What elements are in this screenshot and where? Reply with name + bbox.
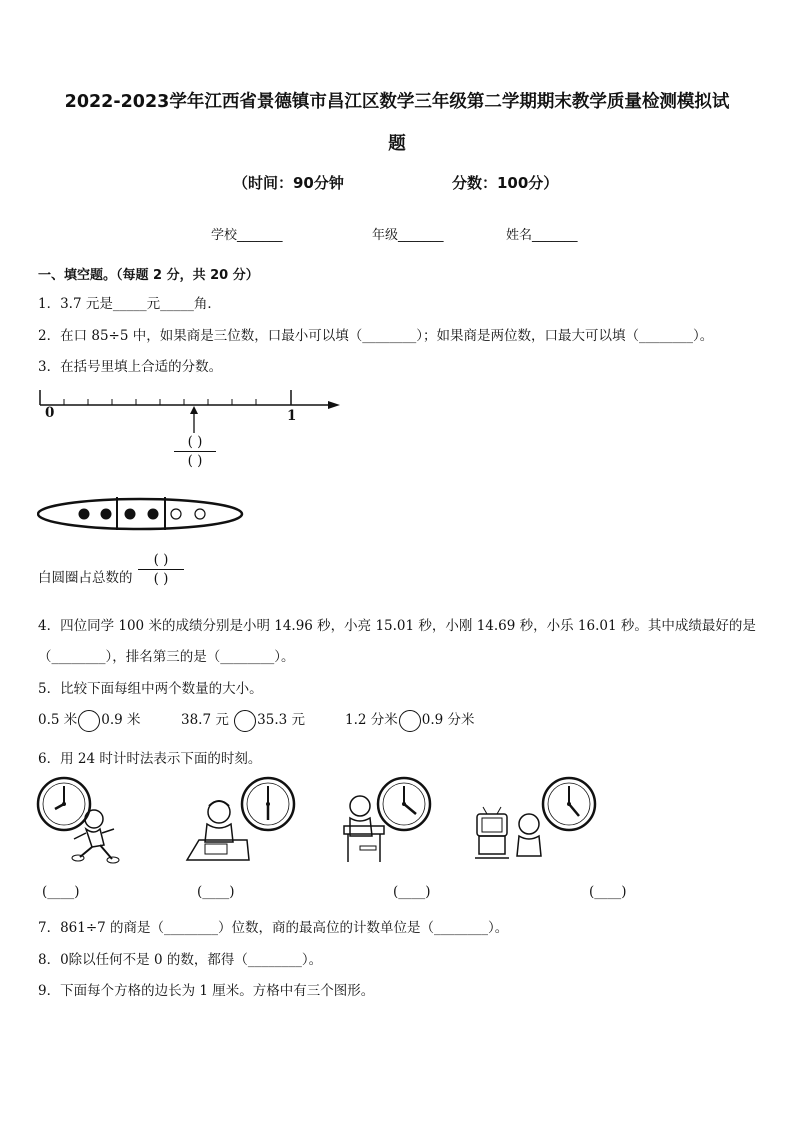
page-title: 2022-2023学年江西省景德镇市昌江区数学三年级第二学期期末教学质量检测模拟试 <box>64 92 730 112</box>
compare-circle[interactable] <box>234 710 256 732</box>
compare-item-2 <box>181 708 305 732</box>
white-circle-label: 白圆圈占总数的 <box>38 570 133 586</box>
exam-time: （时间：90分钟 <box>233 174 344 192</box>
answer-blank-2[interactable]: (____) <box>197 884 235 900</box>
circles-oval-figure <box>37 494 249 534</box>
clock-icon <box>541 776 597 832</box>
compare-circle[interactable] <box>78 710 100 732</box>
question-4: 4．四位同学 100 米的成绩分别是小明 14.96 秒，小亮 15.01 秒，小刚 14.69 秒，小乐 16.01 秒。其中成绩最好的是 <box>38 618 756 634</box>
compare-right: 0.9 分米 <box>421 712 475 728</box>
compare-right: 0.9 米 <box>101 712 141 728</box>
reading-child-icon <box>185 794 250 866</box>
running-child-icon <box>66 805 122 865</box>
question-2: 2．在口 85÷5 中，如果商是三位数，口最小可以填（________）；如果商是两位数，口最大可以填（________）。 <box>38 328 714 344</box>
school-field: 学校_______ <box>211 228 283 243</box>
page-title-cont: 题 <box>388 134 406 154</box>
fraction-bar <box>174 451 216 452</box>
question-6: 6．用 24 时计时法表示下面的时刻。 <box>38 751 262 767</box>
fraction-denominator: ( ) <box>153 571 169 587</box>
question-5: 5．比较下面每组中两个数量的大小。 <box>38 681 263 697</box>
compare-item-3 <box>345 708 475 732</box>
question-3: 3．在括号里填上合适的分数。 <box>38 359 223 375</box>
answer-blank-3[interactable]: (____) <box>393 884 431 900</box>
tv-child-icon <box>473 806 545 864</box>
compare-left: 1.2 分米 <box>345 712 398 728</box>
exam-score: 分数：100分） <box>452 174 559 192</box>
number-line-zero: 0 <box>45 405 55 421</box>
number-line-one: 1 <box>287 408 297 424</box>
number-line-fraction <box>174 434 216 469</box>
grade-field: 年级_______ <box>372 228 444 243</box>
fraction-numerator: ( ) <box>187 434 203 450</box>
question-8: 8．0除以任何不是 0 的数，都得（________）。 <box>38 952 323 968</box>
fraction-denominator: ( ) <box>187 453 203 469</box>
question-7: 7．861÷7 的商是（________）位数，商的最高位的计数单位是（________）。 <box>38 920 509 936</box>
compare-right: 35.3 元 <box>257 712 306 728</box>
arrow-up-icon <box>187 406 201 434</box>
fraction-numerator: ( ) <box>153 552 169 568</box>
fraction-bar <box>138 569 184 570</box>
compare-item-1 <box>38 708 141 732</box>
desk-child-icon <box>340 792 388 866</box>
question-4-cont: （________），排名第三的是（________）。 <box>38 649 295 665</box>
question-1: 1．3.7 元是_____元_____角． <box>38 296 221 312</box>
white-circle-fraction <box>138 552 184 587</box>
answer-blank-4[interactable]: (____) <box>589 884 627 900</box>
answer-blank-1[interactable]: (____) <box>42 884 80 900</box>
question-9: 9．下面每个方格的边长为 1 厘米。方格中有三个图形。 <box>38 983 375 999</box>
name-field: 姓名_______ <box>506 228 578 243</box>
section-heading: 一、填空题。（每题 2 分，共 20 分） <box>38 268 259 283</box>
compare-left: 0.5 米 <box>38 712 78 728</box>
compare-circle[interactable] <box>399 710 421 732</box>
compare-left: 38.7 元 <box>181 712 229 728</box>
